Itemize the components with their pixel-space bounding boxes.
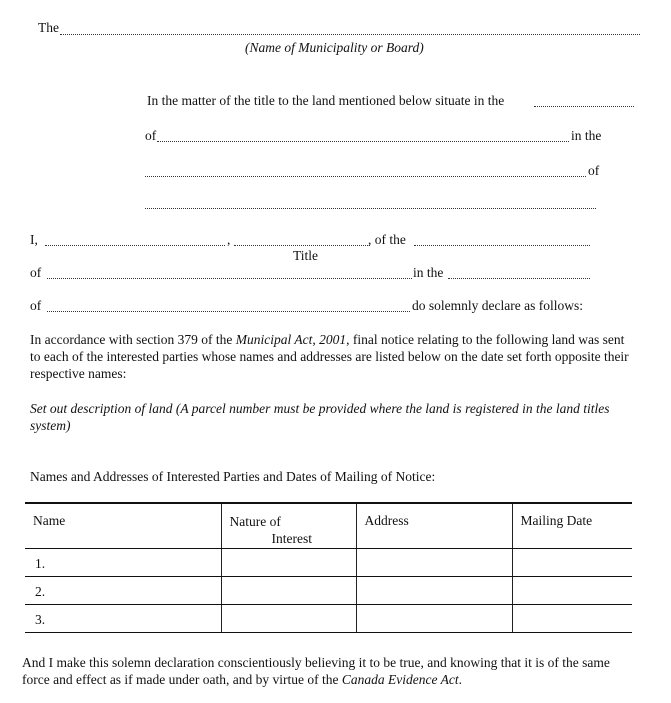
situate-field[interactable] <box>534 106 634 107</box>
statement-paragraph: In accordance with section 379 of the Municipal Act, 2001, final notice relating to the following land was sent to each of the interested parties whose names and addresses are listed below on the date set forth opposite their respective names: <box>30 332 629 381</box>
declarant-of-the-field[interactable] <box>414 245 590 246</box>
header-nature-of-interest: Nature of Interest <box>221 503 356 549</box>
row-number: 3. <box>25 605 221 633</box>
declarant-name-field[interactable] <box>45 245 225 246</box>
title-caption: Title <box>293 248 319 263</box>
matter-in-the-field[interactable] <box>145 176 586 177</box>
declarant-title-field[interactable] <box>234 245 370 246</box>
nature-cell[interactable] <box>221 549 356 577</box>
municipal-act-name: Municipal Act <box>235 332 313 347</box>
declarant-of-label-2: of <box>30 298 42 313</box>
i-label: I, <box>30 232 38 247</box>
nature-cell[interactable] <box>221 577 356 605</box>
header-name: Name <box>25 503 221 549</box>
declarant-of-field[interactable] <box>47 278 412 279</box>
address-cell[interactable] <box>356 605 512 633</box>
matter-of-right-label: of <box>588 163 600 178</box>
interested-parties-table <box>25 502 632 633</box>
declarant-of-label: of <box>30 265 42 280</box>
mailing-date-cell[interactable] <box>512 605 632 633</box>
declarant-in-the-label: in the <box>413 265 444 280</box>
table-caption: Names and Addresses of Interested Parties and Dates of Mailing of Notice: <box>30 469 436 484</box>
municipality-caption: (Name of Municipality or Board) <box>245 40 424 55</box>
declare-text: do solemnly declare as follows: <box>412 298 583 313</box>
table-header-row <box>25 503 632 549</box>
address-cell[interactable] <box>356 577 512 605</box>
row-number: 1. <box>25 549 221 577</box>
table-row <box>25 549 632 577</box>
matter-line: In the matter of the title to the land mentioned below situate in the <box>147 93 505 108</box>
closing-paragraph: And I make this solemn declaration conscientiously believing it to be true, and knowing that it is of the same force and effect as if made under oath, and by virtue of the Canada Evidence Act. <box>22 655 610 687</box>
declarant-of-field-2[interactable] <box>47 311 410 312</box>
header-mailing-date: Mailing Date <box>512 503 632 549</box>
header-address: Address <box>356 503 512 549</box>
mailing-date-cell[interactable] <box>512 577 632 605</box>
table-row <box>25 605 632 633</box>
matter-of-field[interactable] <box>157 141 569 142</box>
declarant-in-the-field[interactable] <box>448 278 590 279</box>
table-row <box>25 577 632 605</box>
matter-in-the-label: in the <box>571 128 602 143</box>
comma: , <box>227 232 231 247</box>
address-cell[interactable] <box>356 549 512 577</box>
row-number: 2. <box>25 577 221 605</box>
of-the-label: , of the <box>368 232 406 247</box>
matter-of-label: of <box>145 128 157 143</box>
land-description-instruction: Set out description of land (A parcel number must be provided where the land is registered in the land titles system) <box>30 401 610 433</box>
municipality-name-field[interactable] <box>60 34 640 35</box>
matter-extra-field[interactable] <box>145 208 596 209</box>
nature-cell[interactable] <box>221 605 356 633</box>
mailing-date-cell[interactable] <box>512 549 632 577</box>
canada-evidence-act-name: Canada Evidence Act <box>341 672 459 687</box>
the-label: The <box>38 20 59 35</box>
